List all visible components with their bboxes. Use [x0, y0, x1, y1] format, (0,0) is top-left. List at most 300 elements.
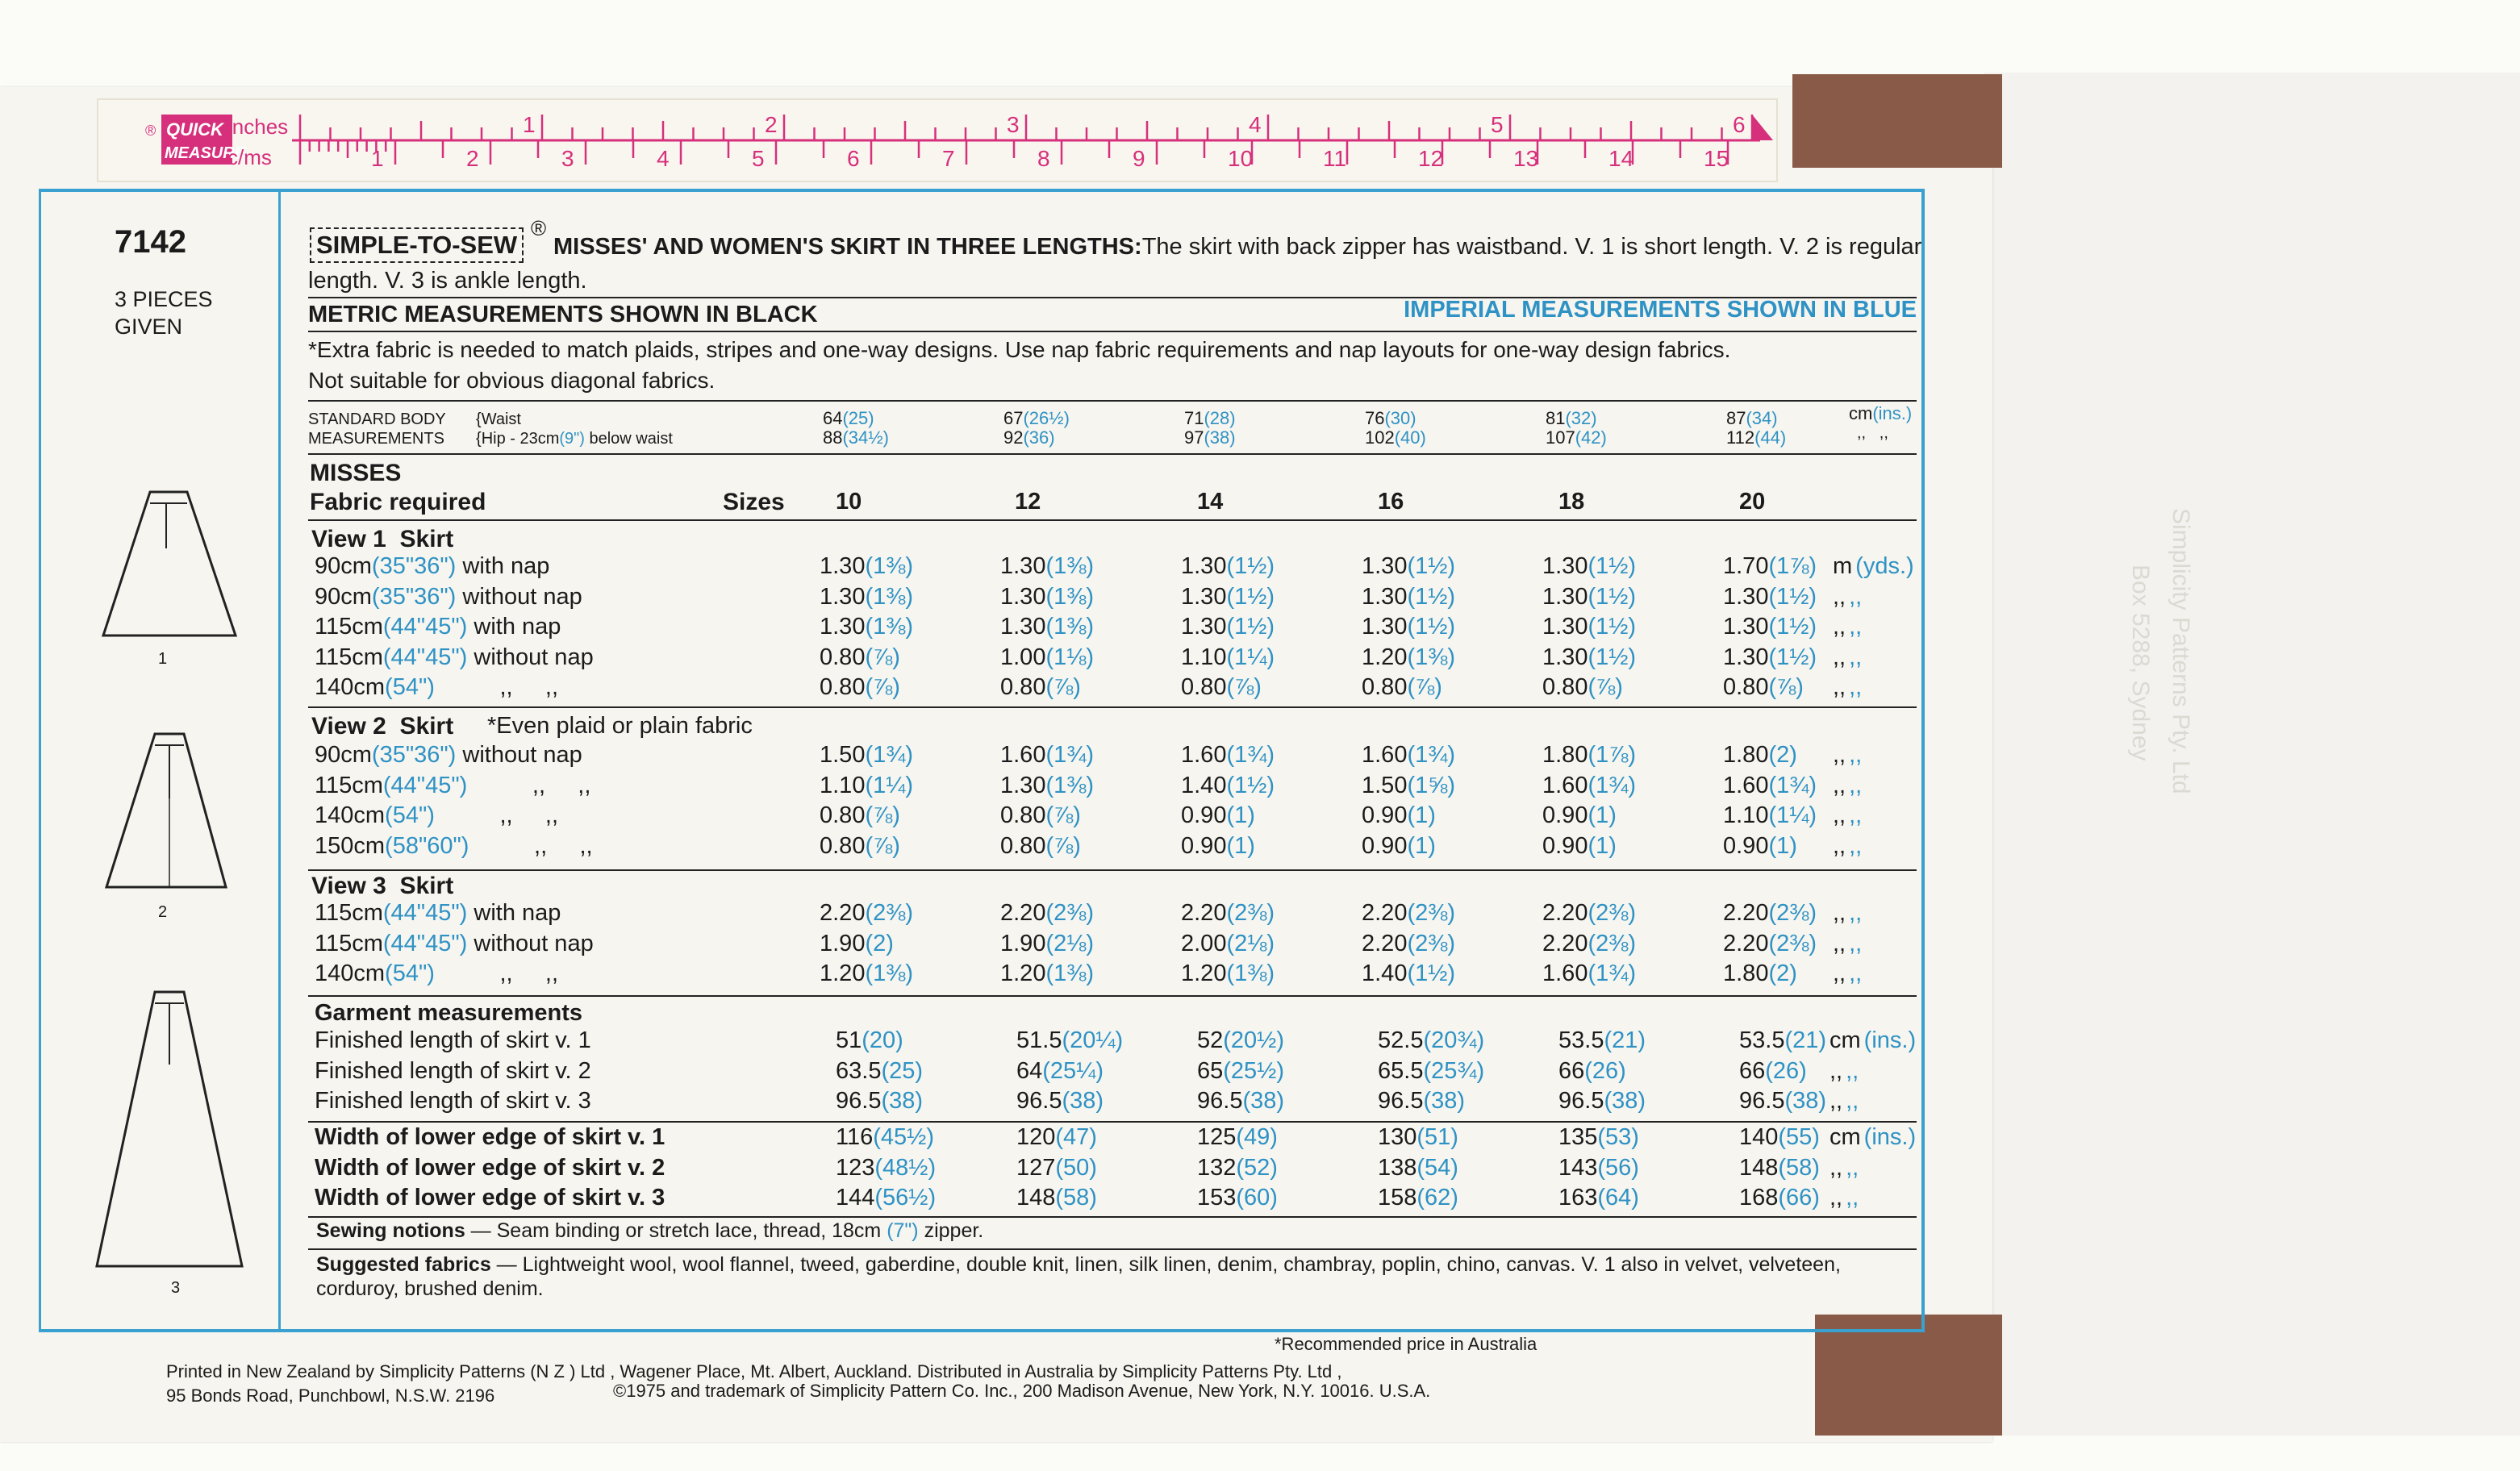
metric-value: 0.80: [1181, 674, 1227, 700]
body-metric: 71: [1184, 408, 1204, 428]
measurement-value: [1197, 1088, 1284, 1115]
imperial-value: (1¾): [1407, 742, 1456, 768]
imperial-value: (20¾): [1423, 1027, 1485, 1053]
label-part: with nap: [467, 900, 561, 926]
imperial-value: (⅞): [1045, 802, 1081, 828]
imperial-value: (38): [1242, 1088, 1285, 1114]
label-part: without nap: [456, 583, 582, 610]
label-part: (44"45"): [382, 930, 468, 956]
fabric-amount: [1362, 584, 1455, 610]
sewing-notions: [316, 1219, 983, 1243]
envelope-flap: [1984, 73, 2520, 1436]
fabric-amount: [1181, 644, 1275, 671]
fabric-required-heading: Fabric required: [310, 489, 486, 515]
metric-value: 1.30: [1000, 553, 1046, 579]
unit-imperial: ,,: [1846, 1154, 1859, 1181]
unit-metric: ,,: [1830, 1088, 1843, 1114]
cm-tick-label: 15: [1704, 146, 1729, 171]
notions-part: Sewing notions: [316, 1219, 465, 1242]
standard-body-line-2: MEASUREMENTS: [308, 430, 444, 448]
unit-metric: ,,: [1833, 583, 1846, 610]
measurement-value: [1378, 1027, 1484, 1054]
measurement-value: [1739, 1058, 1807, 1085]
ruler-graphic: [98, 100, 1776, 181]
body-waist-value: [1726, 408, 1778, 429]
metric-value: 2.20: [1723, 930, 1769, 956]
fabric-amount: [1000, 773, 1094, 799]
imperial-value: (1⅞): [1768, 553, 1817, 579]
metric-value: 65.5: [1378, 1057, 1424, 1084]
imperial-value: (56): [1597, 1154, 1639, 1181]
body-waist-value: [1003, 408, 1070, 429]
imperial-value: (1⅜): [865, 553, 914, 579]
imperial-value: (49): [1236, 1124, 1278, 1150]
fabric-amount: [820, 773, 913, 799]
metric-value: 132: [1197, 1154, 1237, 1181]
body-hip-value: [1365, 427, 1426, 448]
imperial-value: (1⅜): [865, 614, 914, 640]
metric-value: 1.10: [1181, 644, 1227, 670]
fabric-amount: [1000, 742, 1094, 769]
body-imperial: (25): [842, 408, 874, 428]
imperial-value: (1½): [1768, 644, 1817, 670]
fabric-amount: [1362, 742, 1455, 769]
unit-imperial: ,,: [1846, 1185, 1859, 1211]
measurement-value: [1378, 1058, 1484, 1085]
imperial-value: (1¼): [1226, 644, 1275, 670]
imperial-value: (1⅜): [865, 583, 914, 610]
fabric-amount: [820, 931, 894, 957]
fabrics-text-2: corduroy, brushed denim.: [316, 1277, 544, 1300]
unit-imperial: (ins.): [1863, 1124, 1917, 1150]
body-imperial: (34½): [842, 427, 889, 448]
label-part: 150cm: [315, 832, 386, 859]
measurement-value: [1739, 1185, 1820, 1211]
imperial-value: (1): [1226, 802, 1255, 828]
fabric-amount: [1181, 773, 1275, 799]
metric-value: 1.30: [820, 553, 866, 579]
measurement-value: [836, 1027, 903, 1054]
unit-imperial: ,,: [1846, 1088, 1859, 1114]
fabric-amount: [1362, 773, 1455, 799]
label-part: with nap: [467, 614, 561, 640]
metric-value: 2.20: [1181, 900, 1227, 926]
metric-value: 2.20: [1362, 900, 1408, 926]
metric-value: 1.10: [1723, 802, 1769, 828]
imperial-value: (26): [1765, 1057, 1807, 1084]
body-metric: 88: [823, 427, 843, 448]
imperial-value: (1⅝): [1407, 772, 1456, 798]
measurement-value: [836, 1058, 923, 1085]
metric-value: 0.90: [1362, 802, 1408, 828]
cm-tick-label: 8: [1037, 146, 1050, 171]
metric-value: 96.5: [1197, 1088, 1243, 1114]
metric-value: 1.30: [820, 583, 866, 610]
metric-value: 0.90: [1542, 802, 1588, 828]
label-part: (44"45"): [382, 644, 468, 670]
imperial-value: (45½): [873, 1124, 934, 1150]
size-12: 12: [1015, 489, 1041, 515]
body-imperial: (36): [1023, 427, 1055, 448]
unit-metric: ,,: [1833, 644, 1846, 670]
tape-top: [1792, 74, 2002, 168]
unit: [1830, 1088, 1859, 1115]
measurement-value: [1378, 1088, 1465, 1115]
fabric-amount: [1542, 931, 1636, 957]
unit: [1833, 773, 1862, 799]
metric-value: 0.80: [820, 674, 866, 700]
unit: [1830, 1155, 1859, 1181]
metric-value: 1.00: [1000, 644, 1046, 670]
fabric-amount: [1000, 644, 1094, 671]
inch-tick-label: 6: [1733, 112, 1746, 137]
metric-value: 1.30: [1000, 614, 1046, 640]
measurement-value: [1016, 1124, 1097, 1151]
unit-metric: m: [1833, 553, 1853, 579]
fabric-amount: [1723, 674, 1804, 701]
imperial-value: (38): [881, 1088, 924, 1114]
notions-part: zipper.: [918, 1219, 984, 1242]
label-part: 90cm: [315, 583, 372, 610]
unit-metric: ,,: [1833, 832, 1846, 859]
body-hip-value: [1546, 427, 1607, 448]
metric-value: 135: [1558, 1124, 1598, 1150]
body-imperial: (26½): [1023, 408, 1070, 428]
fabric-amount: [1542, 802, 1617, 829]
unit-metric: ,,: [1833, 772, 1846, 798]
fabric-amount: [1723, 644, 1817, 671]
fabric-amount: [1362, 961, 1455, 987]
imperial-value: (1½): [1588, 583, 1637, 610]
imperial-value: (⅞): [865, 802, 900, 828]
metric-value: 0.80: [1723, 674, 1769, 700]
unit-metric: ,,: [1833, 802, 1846, 828]
measurement-value: [836, 1155, 936, 1181]
fabric-amount: [1362, 931, 1455, 957]
imperial-value: (21): [1784, 1027, 1827, 1053]
hip-label-b: (9"): [559, 430, 585, 448]
fabric-amount: [820, 553, 913, 580]
label-part: without nap: [467, 644, 594, 670]
measurement-value: [836, 1124, 934, 1151]
section-rule: [308, 869, 1917, 871]
imperial-value: (1¾): [865, 742, 914, 768]
metric-value: 158: [1378, 1185, 1417, 1211]
imperial-value: (2⅛): [1045, 930, 1095, 956]
unit: [1833, 802, 1862, 829]
unit-imperial: ,,: [1849, 832, 1863, 859]
metric-value: 0.80: [1000, 802, 1046, 828]
standard-body-line-1: STANDARD BODY: [308, 410, 446, 428]
label-part: 115cm: [315, 930, 383, 956]
imperial-value: (66): [1778, 1185, 1820, 1211]
unit-imperial: (ins.): [1863, 1027, 1917, 1053]
imperial-value: (1⅜): [865, 961, 914, 986]
metric-value: 120: [1016, 1124, 1056, 1150]
imperial-value: (20¼): [1062, 1027, 1124, 1053]
imperial-value: (64): [1597, 1185, 1639, 1211]
imperial-value: (1½): [1226, 614, 1275, 640]
imperial-value: (2⅜): [865, 900, 914, 926]
metric-value: 65: [1197, 1057, 1224, 1084]
metric-value: 0.80: [820, 802, 866, 828]
cm-tick-label: 14: [1608, 146, 1634, 171]
cm-tick-label: 13: [1513, 146, 1539, 171]
fabric-amount: [1362, 644, 1455, 671]
extra-fabric-note-1: *Extra fabric is needed to match plaids, stripes and one-way designs. Use nap fabric requirements and nap layouts for one-way design fabrics.: [308, 337, 1731, 362]
metric-note: METRIC MEASUREMENTS SHOWN IN BLACK: [308, 302, 818, 327]
fabric-width-label: [315, 900, 561, 927]
unit-imperial: ,,: [1849, 900, 1863, 926]
imperial-value: (1½): [1588, 644, 1637, 670]
fabric-amount: [1542, 584, 1636, 610]
fabric-amount: [820, 584, 913, 610]
unit-metric: ,,: [1830, 1154, 1843, 1181]
unit-metric: ,,: [1833, 961, 1846, 986]
metric-value: 1.50: [1362, 772, 1408, 798]
fabric-amount: [1362, 614, 1455, 640]
metric-value: 52.5: [1378, 1027, 1424, 1053]
measurement-value: [1378, 1155, 1458, 1181]
imperial-value: (38): [1423, 1088, 1466, 1114]
imperial-value: (1⅞): [1588, 742, 1637, 768]
body-unit-top: [1849, 403, 1912, 424]
unit: [1830, 1124, 1916, 1151]
imperial-value: (54): [1416, 1154, 1458, 1181]
imperial-value: (1¾): [1226, 742, 1275, 768]
unit-metric: cm: [1830, 1027, 1861, 1053]
section-rule: [308, 1121, 1917, 1123]
metric-value: 0.90: [1723, 832, 1769, 859]
unit: [1833, 931, 1862, 957]
imperial-value: (⅞): [1045, 674, 1081, 700]
label-part: 115cm: [315, 772, 383, 798]
rule-3: [308, 400, 1917, 402]
unit-metric: ,,: [1833, 742, 1846, 768]
imperial-value: (2): [865, 930, 894, 956]
metric-value: 0.90: [1362, 832, 1408, 859]
unit-imperial: ,,: [1849, 772, 1863, 798]
imperial-value: (⅞): [1588, 674, 1623, 700]
imperial-value: (1⅜): [1045, 553, 1095, 579]
view-1-title: View 1 Skirt: [311, 526, 454, 552]
imperial-value: (1¾): [1768, 772, 1817, 798]
metric-value: 1.80: [1723, 961, 1769, 986]
fabric-amount: [820, 961, 913, 987]
body-metric: 107: [1546, 427, 1575, 448]
imperial-value: (2): [1768, 961, 1797, 986]
label-part: 115cm: [315, 644, 383, 670]
metric-value: 1.20: [1181, 961, 1227, 986]
measurement-value: [1558, 1027, 1646, 1054]
fabric-amount: [820, 802, 900, 829]
measurement-value: [1197, 1185, 1278, 1211]
measurement-label: Width of lower edge of skirt v. 2: [315, 1154, 665, 1181]
imperial-value: (38): [1604, 1088, 1646, 1114]
metric-value: 51.5: [1016, 1027, 1062, 1053]
fabric-amount: [1000, 614, 1094, 640]
imperial-value: (1): [1407, 802, 1436, 828]
measurement-value: [1739, 1155, 1820, 1181]
label-part: 140cm: [315, 674, 386, 700]
inch-tick-label: 3: [1007, 112, 1020, 137]
metric-value: 153: [1197, 1185, 1237, 1211]
unit-imperial: (yds.): [1855, 553, 1914, 579]
imperial-value: (58): [1055, 1185, 1097, 1211]
body-imperial: (28): [1204, 408, 1236, 428]
body-hip-value: [823, 427, 889, 448]
fabric-width-label: [315, 833, 593, 860]
imperial-value: (1½): [1407, 614, 1456, 640]
body-metric: 92: [1003, 427, 1024, 448]
imperial-value: (1): [1768, 832, 1797, 859]
header-desc-1: The skirt with back zipper has waistband. V. 1 is short length. V. 2 is regular: [1141, 234, 1922, 260]
cm-tick-label: 4: [657, 146, 670, 171]
imperial-value: (1½): [1226, 772, 1275, 798]
fabric-amount: [1362, 553, 1455, 580]
size-14: 14: [1197, 489, 1224, 515]
misses-heading: MISSES: [310, 460, 402, 486]
imperial-value: (1): [1407, 832, 1436, 859]
fabric-amount: [1542, 773, 1636, 799]
fabric-amount: [1542, 742, 1636, 769]
measurement-value: [1016, 1027, 1123, 1054]
label-part: (54"): [385, 961, 435, 986]
imperial-value: (1½): [1768, 583, 1817, 610]
fabric-amount: [820, 742, 913, 769]
label-part: 140cm: [315, 802, 386, 828]
imperial-value: (1½): [1407, 961, 1456, 986]
imperial-value: (50): [1055, 1154, 1097, 1181]
simple-to-sew-badge: [310, 227, 524, 263]
fabric-width-label: [315, 553, 549, 580]
measurement-value: [1378, 1185, 1458, 1211]
fabric-amount: [1000, 802, 1081, 829]
imperial-value: (2⅛): [1226, 930, 1275, 956]
body-unit-bottom: ,, ,,: [1857, 424, 1888, 442]
metric-value: 0.80: [820, 644, 866, 670]
body-imperial: (38): [1204, 427, 1236, 448]
metric-value: 1.40: [1362, 961, 1408, 986]
fabric-amount: [1181, 553, 1275, 580]
cm-tick-label: 6: [847, 146, 860, 171]
label-part: ,, ,,: [434, 961, 559, 986]
body-metric: 76: [1365, 408, 1385, 428]
metric-value: 1.10: [820, 772, 866, 798]
imperial-value: (1½): [1768, 614, 1817, 640]
label-part: 140cm: [315, 961, 386, 986]
unit: [1833, 742, 1862, 769]
fabric-amount: [1000, 931, 1094, 957]
metric-value: 51: [836, 1027, 862, 1053]
unit-imperial: ,,: [1849, 614, 1863, 640]
metric-value: 1.70: [1723, 553, 1769, 579]
unit-imperial: ,,: [1846, 1057, 1859, 1084]
metric-value: 1.60: [1362, 742, 1408, 768]
imperial-value: (53): [1597, 1124, 1639, 1150]
ruler-brand-bottom: MEASURE: [165, 144, 246, 162]
body-hip-value: [1003, 427, 1055, 448]
metric-value: 0.90: [1181, 802, 1227, 828]
cm-tick-label: 3: [561, 146, 574, 171]
unit: [1830, 1058, 1859, 1085]
fabrics-label: Suggested fabrics: [316, 1253, 491, 1276]
label-part: 115cm: [315, 900, 383, 926]
measurement-value: [1558, 1155, 1639, 1181]
inch-tick-label: 4: [1249, 112, 1262, 137]
metric-value: 53.5: [1558, 1027, 1604, 1053]
section-rule: [308, 1216, 1917, 1218]
body-metric: 81: [1546, 408, 1566, 428]
body-waist-value: [1184, 408, 1236, 429]
metric-value: 130: [1378, 1124, 1417, 1150]
hip-label-a: Hip - 23cm: [481, 430, 560, 448]
measurement-value: [1016, 1088, 1104, 1115]
imperial-value: (1¼): [1768, 802, 1817, 828]
view-1-sketch: [97, 484, 242, 645]
fabric-amount: [1542, 553, 1636, 580]
imperial-value: (52): [1236, 1154, 1278, 1181]
metric-value: 1.30: [1542, 553, 1588, 579]
pieces-given: [115, 285, 213, 340]
metric-value: 1.30: [1362, 553, 1408, 579]
cm-tick-label: 7: [942, 146, 955, 171]
label-part: (58"60"): [385, 832, 469, 859]
imperial-value: (⅞): [865, 832, 900, 859]
metric-value: 1.30: [1362, 583, 1408, 610]
measurement-value: [1016, 1058, 1104, 1085]
unit: [1833, 900, 1862, 927]
body-unit-ins: (ins.): [1872, 403, 1913, 423]
measurement-value: [1197, 1124, 1278, 1151]
body-hip-value: [1184, 427, 1236, 448]
measurement-label: Finished length of skirt v. 1: [315, 1027, 591, 1053]
unit: [1833, 674, 1862, 701]
unit-imperial: ,,: [1849, 583, 1863, 610]
imperial-value: (26): [1584, 1057, 1626, 1084]
fabric-amount: [1181, 674, 1262, 701]
metric-value: 138: [1378, 1154, 1417, 1181]
imperial-value: (1¾): [1045, 742, 1095, 768]
pieces-line-1: 3 PIECES: [115, 287, 213, 311]
imperial-value: (48½): [874, 1154, 937, 1181]
metric-value: 1.30: [1542, 614, 1588, 640]
cm-tick-label: 2: [466, 146, 479, 171]
bleed-through-text-2: Box 5288, Sydney: [2127, 565, 2154, 761]
fabric-amount: [1723, 584, 1817, 610]
bleed-through-text: Simplicity Patterns Pty. Ltd: [2167, 508, 2194, 794]
metric-value: 1.30: [1723, 644, 1769, 670]
fabric-amount: [1181, 961, 1275, 987]
ruler-brand-top: QUICK: [166, 119, 223, 140]
body-waist-value: [823, 408, 874, 429]
imperial-value: (1⅜): [1045, 961, 1095, 986]
fabric-amount: [1000, 674, 1081, 701]
imperial-note: IMPERIAL MEASUREMENTS SHOWN IN BLUE: [1404, 297, 1917, 323]
metric-value: 0.90: [1181, 832, 1227, 859]
unit-metric: ,,: [1830, 1185, 1843, 1211]
waist-label: Waist: [481, 410, 521, 428]
fabric-amount: [820, 900, 913, 927]
fabric-amount: [1000, 553, 1094, 580]
imperial-value: (⅞): [865, 674, 900, 700]
imperial-value: (1¾): [1588, 961, 1637, 986]
fabric-amount: [1362, 802, 1436, 829]
fabric-width-label: [315, 773, 590, 799]
header-title: MISSES' AND WOMEN'S SKIRT IN THREE LENGTHS:: [553, 234, 1142, 260]
body-metric: 112: [1726, 427, 1755, 448]
metric-value: 0.80: [1542, 674, 1588, 700]
